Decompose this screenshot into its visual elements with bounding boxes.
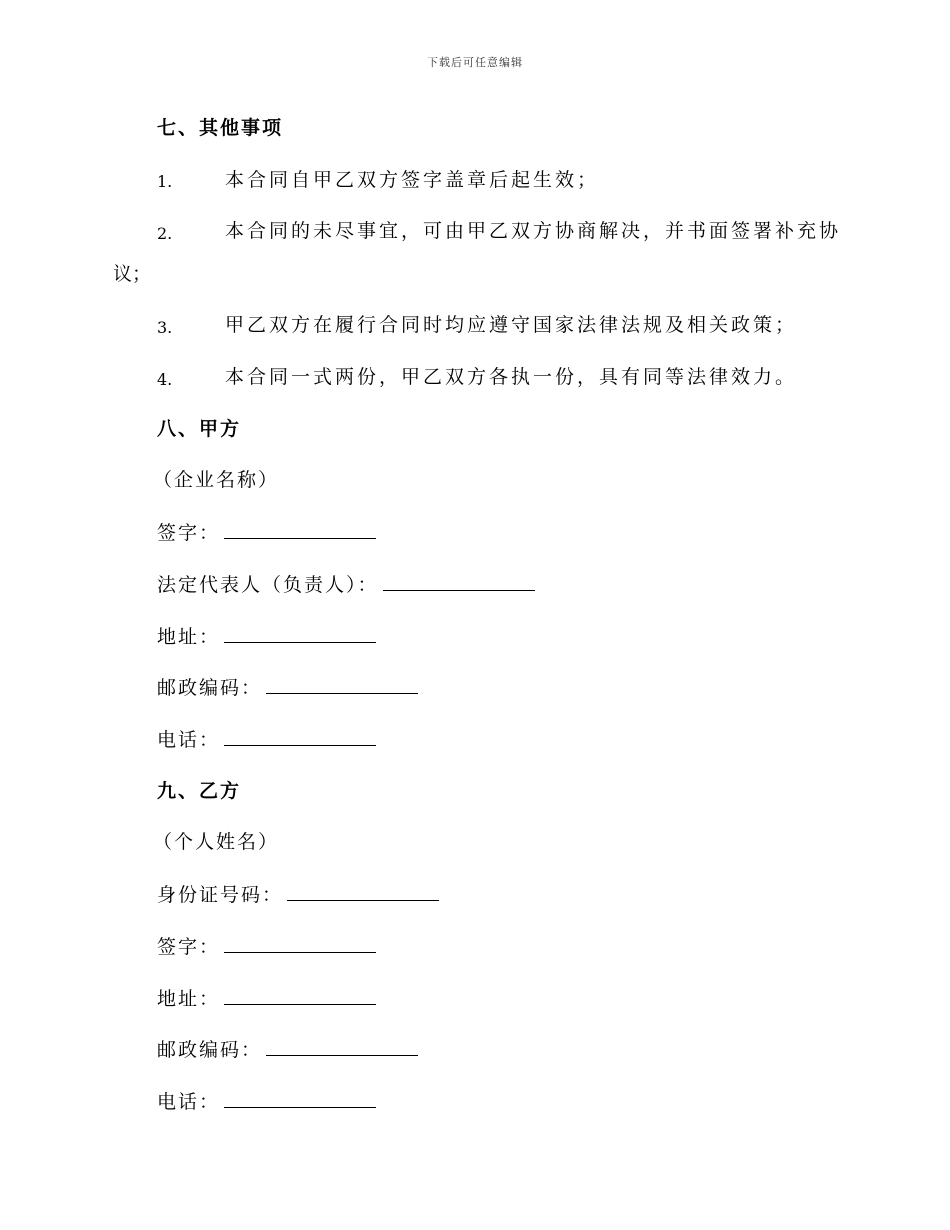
item-3-text: 甲乙双方在履行合同时均应遵守国家法律法规及相关政策； — [225, 314, 798, 336]
item-2-text: 本合同的未尽事宜，可由甲乙双方协商解决，并书面签署补充协 — [225, 220, 842, 242]
party-b-phone-field — [157, 1089, 376, 1114]
page-header: 下载后可任意编辑 — [427, 56, 523, 69]
item-1-text: 本合同自甲乙双方签字盖章后起生效； — [225, 169, 600, 191]
field-label: 地址： — [157, 988, 221, 1010]
field-label: 邮政编码： — [157, 677, 263, 699]
party-a-postcode-field — [157, 675, 418, 700]
party-a-subtitle: （企业名称） — [153, 469, 280, 491]
item-3-number: 3. — [157, 318, 173, 337]
field-label: 电话： — [157, 729, 221, 751]
phone-blank[interactable] — [224, 1089, 376, 1108]
postcode-blank[interactable] — [266, 675, 418, 694]
field-label: 法定代表人（负责人）： — [157, 574, 379, 596]
party-b-signature-field — [157, 934, 376, 959]
item-2-number: 2. — [157, 224, 173, 243]
party-a-legal-rep-field — [157, 572, 535, 597]
address-blank[interactable] — [224, 986, 376, 1005]
section-9-title: 九、乙方 — [157, 780, 242, 802]
party-b-address-field — [157, 986, 376, 1011]
item-2-continuation: 议； — [113, 263, 152, 285]
field-label: 签字： — [157, 522, 221, 544]
item-4-number: 4. — [157, 370, 173, 389]
legal-rep-blank[interactable] — [383, 572, 535, 591]
party-a-signature-field — [157, 520, 376, 545]
item-4-text: 本合同一式两份，甲乙双方各执一份，具有同等法律效力。 — [225, 366, 798, 388]
field-label: 签字： — [157, 936, 221, 958]
postcode-blank[interactable] — [266, 1037, 418, 1056]
signature-blank[interactable] — [224, 520, 376, 539]
party-a-phone-field — [157, 727, 376, 752]
signature-blank[interactable] — [224, 934, 376, 953]
section-7-title: 七、其他事项 — [157, 117, 284, 139]
field-label: 邮政编码： — [157, 1039, 263, 1061]
section-8-title: 八、甲方 — [157, 418, 242, 440]
field-label: 地址： — [157, 626, 221, 648]
id-number-blank[interactable] — [287, 882, 439, 901]
party-b-subtitle: （个人姓名） — [153, 831, 280, 853]
field-label: 身份证号码： — [157, 884, 284, 906]
party-b-postcode-field — [157, 1037, 418, 1062]
party-b-id-field — [157, 882, 439, 907]
address-blank[interactable] — [224, 624, 376, 643]
item-1-number: 1. — [157, 172, 173, 191]
phone-blank[interactable] — [224, 727, 376, 746]
party-a-address-field — [157, 624, 376, 649]
field-label: 电话： — [157, 1091, 221, 1113]
